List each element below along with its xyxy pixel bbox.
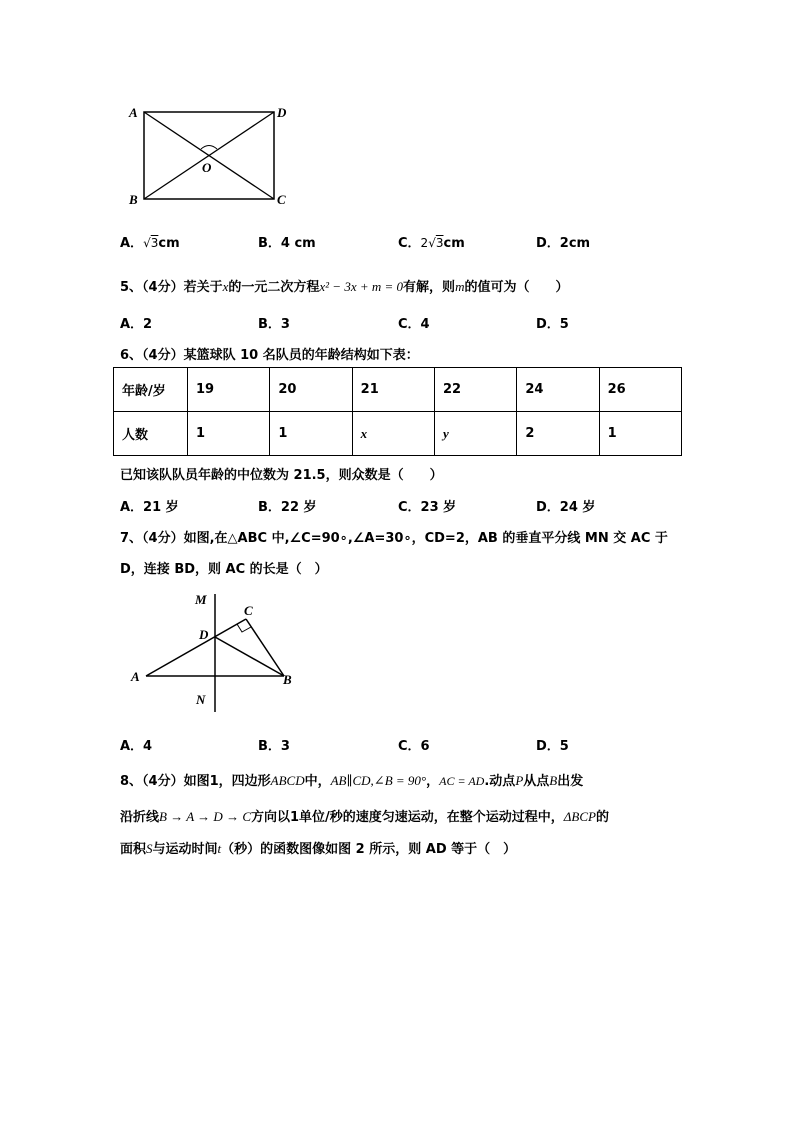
q6-followup: 已知该队队员年龄的中位数为 21.5，则众数是（ ） — [120, 468, 443, 483]
question-8-line3: 面积S与运动时间t（秒）的函数图像如图 2 所示，则 AD 等于（ ） — [120, 841, 517, 857]
label-b: B — [283, 672, 292, 687]
table-cell: 2 — [517, 412, 599, 456]
table-cell: 22 — [434, 368, 516, 412]
label-o: O — [202, 160, 212, 175]
q6-option-a[interactable]: A．21 岁 — [120, 500, 179, 515]
q5-option-b[interactable]: B．3 — [258, 317, 290, 332]
table-cell: y — [434, 412, 516, 456]
age-table — [113, 367, 682, 456]
table-cell: 1 — [188, 412, 270, 456]
label-a: A — [131, 669, 140, 684]
q4-option-c[interactable]: C．2√3cm — [398, 236, 465, 251]
q6-option-d[interactable]: D．24 岁 — [536, 500, 596, 515]
table-row — [114, 368, 682, 412]
q4-option-d[interactable]: D．2cm — [536, 236, 591, 251]
label-c: C — [277, 192, 286, 207]
label-a: A — [129, 105, 138, 120]
radicand: 3 — [150, 236, 159, 250]
q6-option-c[interactable]: C．23 岁 — [398, 500, 457, 515]
q4-option-b[interactable]: B．4 cm — [258, 236, 316, 251]
table-cell: 24 — [517, 368, 599, 412]
label-m: M — [195, 592, 207, 607]
question-7-line2: D，连接 BD，则 AC 的长是（ ） — [120, 562, 328, 577]
q6-option-b[interactable]: B．22 岁 — [258, 500, 317, 515]
question-8-line1: 8、（4分）如图1，四边形ABCD中，AB∥CD,∠B = 90°，AC = AD.动点P从点B出发 — [120, 773, 584, 789]
table-cell: 1 — [270, 412, 352, 456]
radicand: 3 — [435, 236, 444, 250]
table-cell: 26 — [599, 368, 681, 412]
q5-option-c[interactable]: C．4 — [398, 317, 430, 332]
table-cell: 19 — [188, 368, 270, 412]
label-b: B — [129, 192, 138, 207]
table-cell: 人数 — [114, 412, 188, 456]
label-n: N — [196, 692, 206, 707]
q7-option-d[interactable]: D．5 — [536, 739, 569, 754]
table-cell: 20 — [270, 368, 352, 412]
table-cell: 年龄/岁 — [114, 368, 188, 412]
rectangle-figure — [125, 100, 300, 210]
q7-option-c[interactable]: C．6 — [398, 739, 430, 754]
question-7-line1: 7、（4分）如图,在△ABC 中,∠C=90∘,∠A=30∘，CD=2，AB 的垂直平分线 MN 交 AC 于 — [120, 531, 668, 546]
triangle-figure — [125, 588, 305, 713]
q4-option-a[interactable]: A．√3cm — [120, 236, 180, 251]
question-6: 6、（4分）某篮球队 10 名队员的年龄结构如下表： — [120, 348, 419, 363]
label-c: C — [244, 603, 253, 618]
label-d: D — [199, 627, 209, 642]
coefficient: 2 — [420, 236, 429, 250]
question-8-line2: 沿折线B → A → D → C方向以1单位/秒的速度匀速运动，在整个运动过程中，ΔBCP的 — [120, 809, 609, 825]
table-cell: 1 — [599, 412, 681, 456]
q7-option-b[interactable]: B．3 — [258, 739, 290, 754]
question-5: 5、（4分）若关于x的一元二次方程x² − 3x + m = 0有解，则m的值可为（ ） — [120, 279, 569, 295]
q5-option-d[interactable]: D．5 — [536, 317, 569, 332]
table-cell: x — [352, 412, 434, 456]
label-d: D — [277, 105, 287, 120]
table-cell: 21 — [352, 368, 434, 412]
q7-option-a[interactable]: A．4 — [120, 739, 153, 754]
q5-option-a[interactable]: A．2 — [120, 317, 153, 332]
table-row — [114, 412, 682, 456]
